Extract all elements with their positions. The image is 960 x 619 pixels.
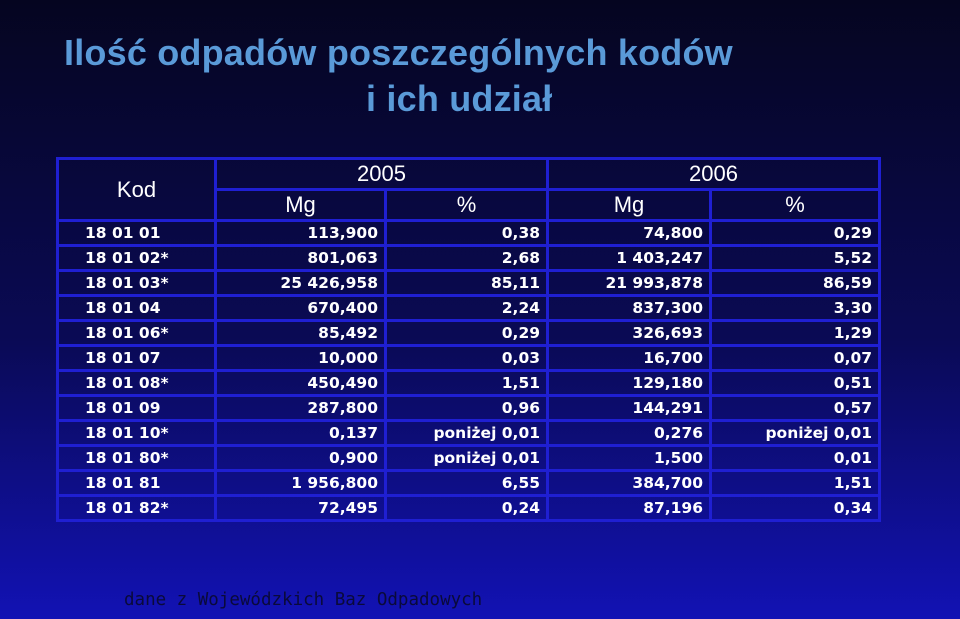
cell-mg-2005: 113,900: [216, 221, 386, 246]
table-body: [58, 221, 880, 521]
cell-percent-2006: 86,59: [711, 271, 880, 296]
cell-code: 18 01 08*: [58, 371, 216, 396]
cell-percent-2006: 5,52: [711, 246, 880, 271]
table-row: [58, 446, 880, 471]
cell-percent-2006: 3,30: [711, 296, 880, 321]
cell-code: 18 01 10*: [58, 421, 216, 446]
cell-code: 18 01 01: [58, 221, 216, 246]
cell-mg-2005: 287,800: [216, 396, 386, 421]
cell-percent-2006: 0,01: [711, 446, 880, 471]
cell-mg-2006: 0,276: [548, 421, 711, 446]
cell-mg-2006: 16,700: [548, 346, 711, 371]
column-header-year-2006: 2006: [548, 159, 880, 190]
cell-mg-2005: 450,490: [216, 371, 386, 396]
cell-percent-2006: 0,34: [711, 496, 880, 521]
cell-percent-2005: poniżej 0,01: [386, 446, 548, 471]
column-header-kod: Kod: [58, 159, 216, 221]
table-row: [58, 371, 880, 396]
waste-codes-table: [56, 157, 881, 522]
table-row: [58, 471, 880, 496]
cell-percent-2005: 0,29: [386, 321, 548, 346]
cell-percent-2005: 0,24: [386, 496, 548, 521]
column-header-percent-2006: %: [711, 190, 880, 221]
cell-percent-2006: 0,51: [711, 371, 880, 396]
cell-code: 18 01 07: [58, 346, 216, 371]
cell-percent-2006: 0,29: [711, 221, 880, 246]
cell-mg-2005: 72,495: [216, 496, 386, 521]
cell-mg-2006: 1 403,247: [548, 246, 711, 271]
cell-code: 18 01 81: [58, 471, 216, 496]
cell-code: 18 01 06*: [58, 321, 216, 346]
cell-code: 18 01 80*: [58, 446, 216, 471]
cell-mg-2005: 85,492: [216, 321, 386, 346]
cell-code: 18 01 82*: [58, 496, 216, 521]
cell-percent-2006: poniżej 0,01: [711, 421, 880, 446]
table-row: [58, 421, 880, 446]
cell-mg-2006: 87,196: [548, 496, 711, 521]
cell-code: 18 01 03*: [58, 271, 216, 296]
column-header-mg-2005: Mg: [216, 190, 386, 221]
cell-mg-2006: 326,693: [548, 321, 711, 346]
cell-percent-2006: 1,51: [711, 471, 880, 496]
cell-percent-2005: 2,24: [386, 296, 548, 321]
cell-percent-2005: 85,11: [386, 271, 548, 296]
table-row: [58, 246, 880, 271]
column-header-mg-2006: Mg: [548, 190, 711, 221]
table-row: [58, 396, 880, 421]
cell-mg-2006: 74,800: [548, 221, 711, 246]
cell-code: 18 01 02*: [58, 246, 216, 271]
cell-percent-2006: 0,57: [711, 396, 880, 421]
header-row-years: [58, 159, 880, 190]
table-row: [58, 271, 880, 296]
cell-mg-2006: 837,300: [548, 296, 711, 321]
table-row: [58, 321, 880, 346]
cell-mg-2006: 21 993,878: [548, 271, 711, 296]
cell-mg-2005: 0,137: [216, 421, 386, 446]
title-line-2: i ich udział: [366, 78, 553, 119]
cell-percent-2005: 1,51: [386, 371, 548, 396]
column-header-percent-2005: %: [386, 190, 548, 221]
cell-percent-2005: 0,96: [386, 396, 548, 421]
cell-percent-2005: poniżej 0,01: [386, 421, 548, 446]
cell-mg-2005: 10,000: [216, 346, 386, 371]
cell-mg-2006: 384,700: [548, 471, 711, 496]
source-note: dane z Wojewódzkich Baz Odpadowych: [124, 590, 483, 610]
cell-code: 18 01 09: [58, 396, 216, 421]
cell-code: 18 01 04: [58, 296, 216, 321]
cell-mg-2005: 801,063: [216, 246, 386, 271]
table-row: [58, 346, 880, 371]
title-line-1: Ilość odpadów poszczególnych kodów: [64, 32, 733, 73]
cell-mg-2006: 1,500: [548, 446, 711, 471]
column-header-year-2005: 2005: [216, 159, 548, 190]
cell-mg-2006: 144,291: [548, 396, 711, 421]
cell-percent-2005: 0,38: [386, 221, 548, 246]
cell-percent-2005: 0,03: [386, 346, 548, 371]
cell-mg-2006: 129,180: [548, 371, 711, 396]
page-title: [0, 30, 880, 122]
cell-mg-2005: 25 426,958: [216, 271, 386, 296]
table-row: [58, 496, 880, 521]
table-row: [58, 296, 880, 321]
cell-mg-2005: 670,400: [216, 296, 386, 321]
cell-percent-2005: 2,68: [386, 246, 548, 271]
cell-percent-2005: 6,55: [386, 471, 548, 496]
cell-mg-2005: 1 956,800: [216, 471, 386, 496]
cell-percent-2006: 0,07: [711, 346, 880, 371]
table-row: [58, 221, 880, 246]
cell-mg-2005: 0,900: [216, 446, 386, 471]
cell-percent-2006: 1,29: [711, 321, 880, 346]
